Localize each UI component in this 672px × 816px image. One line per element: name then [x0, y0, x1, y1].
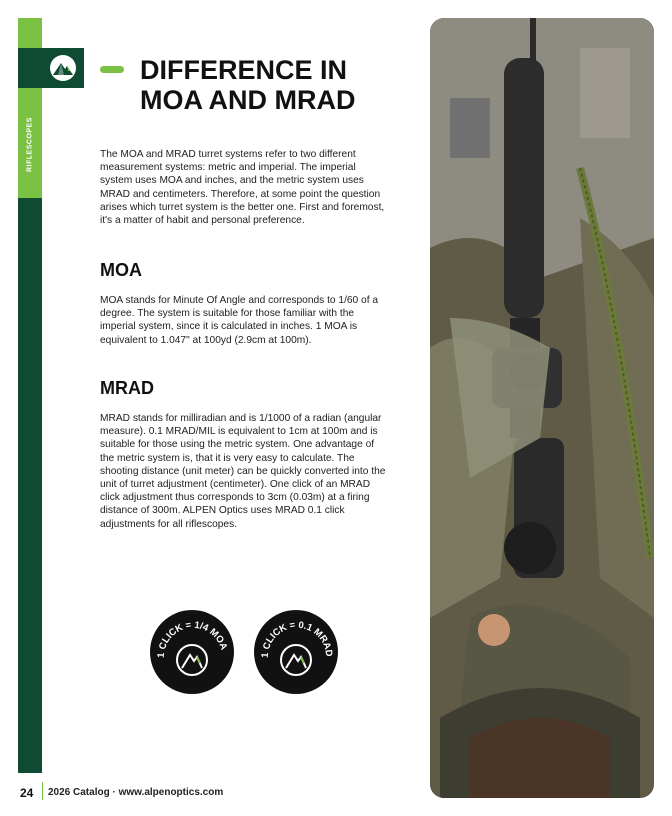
moa-badge-label: 1 CLICK = 1/4 MOA — [155, 619, 230, 659]
intro-paragraph: The MOA and MRAD turret systems refer to two different measurement systems: metric and imperial. The imperial system uses MOA and inches, and the metric system uses MRAD and centimeters. Therefore, at some point the question arises which turret system is the better one. First and foremost, it's a matter of habit and personal preference. — [100, 149, 385, 227]
page-title-line1: DIFFERENCE IN — [140, 55, 348, 85]
moa-paragraph: MOA stands for Minute Of Angle and corresponds to 1/60 of a degree. The system is suitable for those familiar with the imperial system, since it is calculated in inches. 1 MOA is equivalent to 1.047" at 100yd (2.9cm at 100m). — [100, 295, 379, 346]
mrad-badge-graphic — [254, 610, 338, 694]
page-title — [140, 55, 400, 115]
brand-logo — [42, 48, 84, 88]
moa-badge-graphic — [150, 610, 234, 694]
footer-catalog-text: 2026 Catalog · www.alpenoptics.com — [48, 787, 224, 798]
section-label: RIFLESCOPES — [26, 117, 34, 173]
mountain-logo-icon — [48, 53, 78, 83]
svg-text:1 CLICK = 1/4 MOA — [156, 620, 229, 658]
footer-divider — [42, 782, 43, 800]
moa-click-badge — [150, 610, 234, 694]
mrad-paragraph: MRAD stands for milliradian and is 1/1000 of a radian (angular measure). 0.1 MRAD/MIL is equivalent to 1cm at 100m and is suitable for those using the metric system. One advantage of the metric system is, that it is very easy to calculate. The shooting distance (unit meter) can be quickly converted into the unit of turret adjustment (centimeter). One click of an MRAD click adjustment thus corresponds to 3cm (0.03m) at a firing distance of 300m. ALPEN Optics uses MRAD 0.1 click adjustments for all riflescopes. — [100, 413, 386, 530]
svg-text:1 CLICK = 0.1 MRAD — [260, 620, 335, 658]
page-number: 24 — [20, 786, 34, 800]
mrad-heading: MRAD — [100, 378, 154, 398]
moa-heading: MOA — [100, 260, 142, 280]
sidebar-accent-top — [18, 18, 42, 48]
hunter-riflescope-photo — [430, 18, 654, 798]
title-accent-dash — [100, 66, 124, 73]
mrad-badge-label: 1 CLICK = 0.1 MRAD — [259, 619, 335, 659]
mrad-click-badge — [254, 610, 338, 694]
page-title-line2: MOA AND MRAD — [140, 85, 356, 115]
hunter-photo-illustration — [430, 18, 654, 798]
